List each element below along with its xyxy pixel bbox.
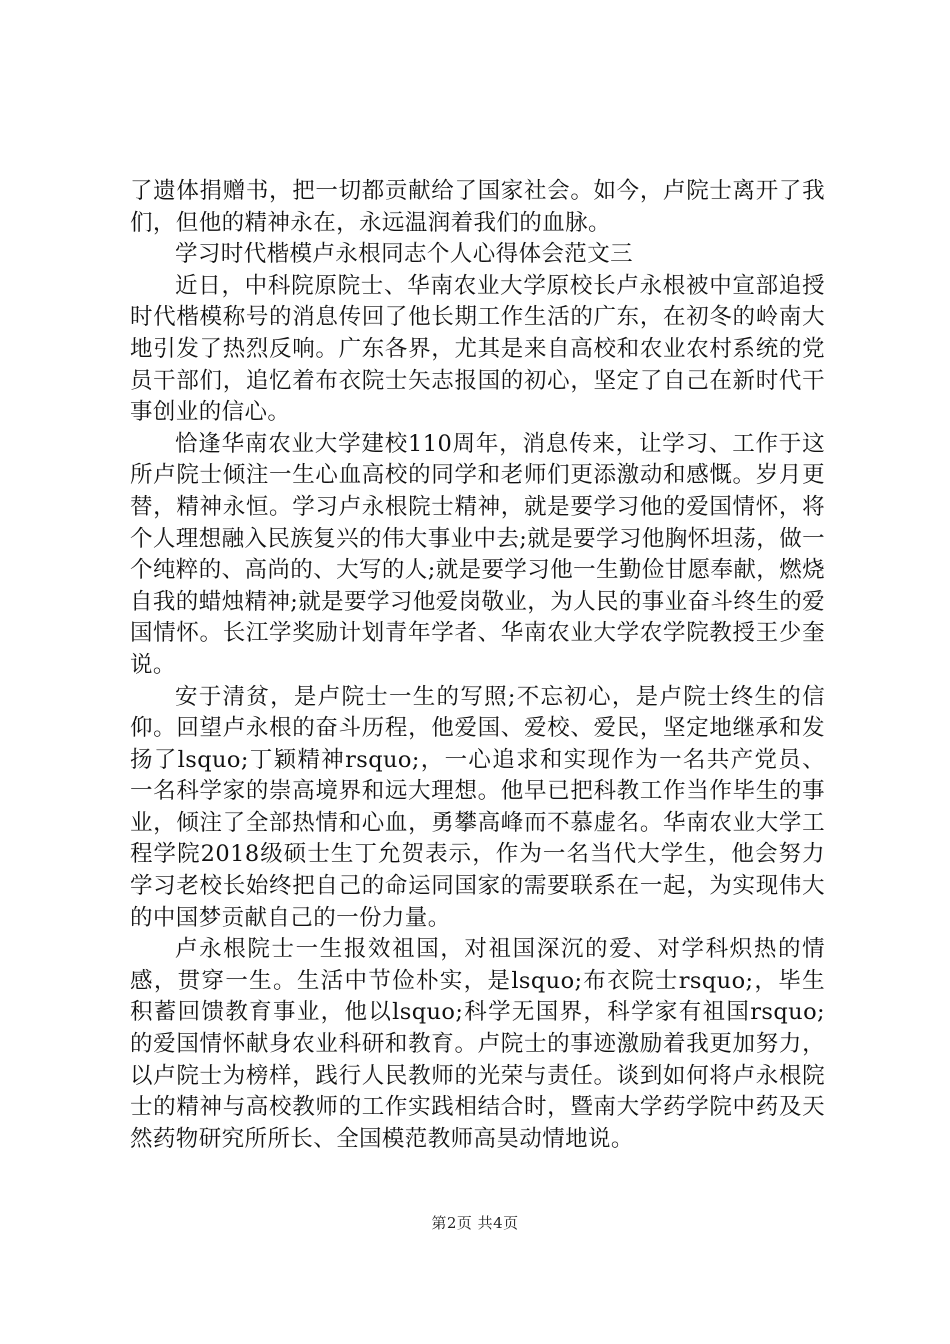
paragraph: 近日，中科院原院士、华南农业大学原校长卢永根被中宣部追授时代楷模称号的消息传回了他长期工作生活的广东，在初冬的岭南大地引发了热烈反响。广东各界，尤其是来自高校和农业农村系统的党员干部们，追忆着布衣院士矢志报国的初心，坚定了自己在新时代干事创业的信心。 — [130, 272, 825, 426]
document-body — [130, 176, 825, 1155]
paragraph: 恰逢华南农业大学建校110周年，消息传来，让学习、工作于这所卢院士倾注一生心血高校的同学和老师们更添激动和感慨。岁月更替，精神永恒。学习卢永根院士精神，就是要学习他的爱国情怀，将个人理想融入民族复兴的伟大事业中去;就是要学习他胸怀坦荡，做一个纯粹的、高尚的、大写的人;就是要学习他一生勤俭甘愿奉献，燃烧自我的蜡烛精神;就是要学习他爱岗敬业，为人民的事业奋斗终生的爱国情怀。长江学奖励计划青年学者、华南农业大学农学院教授王少奎说。 — [130, 430, 825, 678]
section-heading: 学习时代楷模卢永根同志个人心得体会范文三 — [175, 241, 634, 268]
page-number-footer: 第2页 共4页 — [431, 1214, 519, 1232]
paragraph: 卢永根院士一生报效祖国，对祖国深沉的爱、对学科炽热的情感，贯穿一生。生活中节俭朴实，是lsquo;布衣院士rsquo;，毕生积蓄回馈教育事业，他以lsquo;科学无国界，科学家有祖国rsquo;的爱国情怀献身农业科研和教育。卢院士的事迹激励着我更加努力，以卢院士为榜样，践行人民教师的光荣与责任。谈到如何将卢永根院士的精神与高校教师的工作实践相结合时，暨南大学药学院中药及天然药物研究所所长、全国模范教师高昊动情地说。 — [130, 936, 825, 1152]
paragraph-continuation: 了遗体捐赠书，把一切都贡献给了国家社会。如今，卢院士离开了我们，但他的精神永在，永远温润着我们的血脉。 — [130, 178, 825, 236]
paragraph: 安于清贫，是卢院士一生的写照;不忘初心，是卢院士终生的信仰。回望卢永根的奋斗历程，他爱国、爱校、爱民，坚定地继承和发扬了lsquo;丁颖精神rsquo;，一心追求和实现作为一名共产党员、一名科学家的崇高境界和远大理想。他早已把科教工作当作毕生的事业，倾注了全部热情和心血，勇攀高峰而不慕虚名。华南农业大学工程学院2018级硕士生丁允贺表示，作为一名当代大学生，他会努力学习老校长始终把自己的命运同国家的需要联系在一起，为实现伟大的中国梦贡献自己的一份力量。 — [130, 683, 825, 931]
